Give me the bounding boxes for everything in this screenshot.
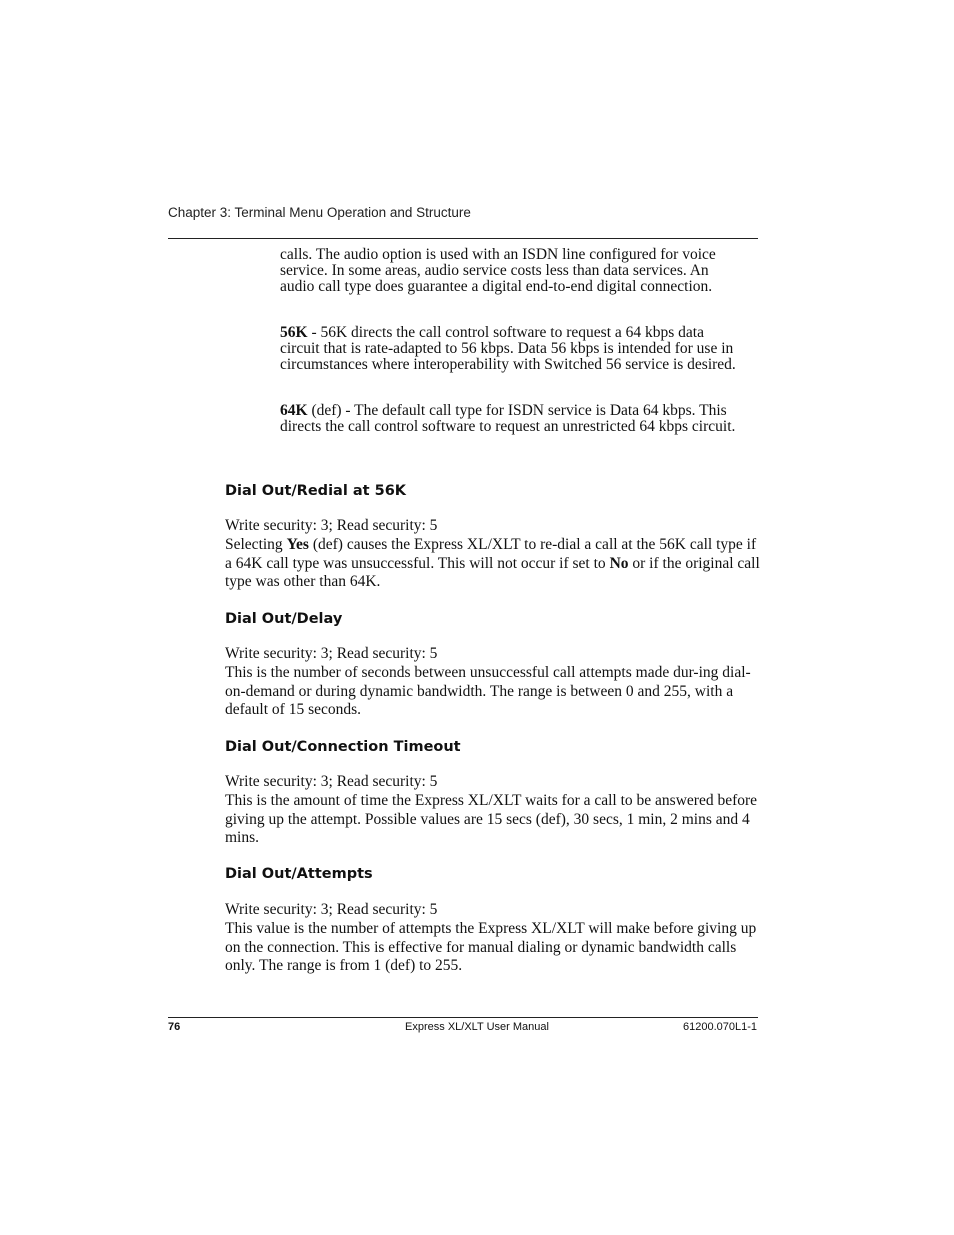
section-paragraph: This is the amount of time the Express XL/XLT waits for a call to be answered before giving up the attempt. Possible values are 15 secs (def), 30 secs, 1 min, 2 mins and 4 mins.	[225, 791, 758, 847]
term-56k: 56K	[280, 324, 308, 341]
security-line: Write security: 3; Read security: 5	[225, 517, 438, 534]
section-heading-delay: Dial Out/Delay	[225, 611, 343, 627]
section-body-connection-timeout	[225, 773, 760, 848]
option-no: No	[609, 554, 629, 572]
text-segment: or if the original call type was other than 64K.	[225, 554, 760, 591]
paragraph-56k-text	[280, 325, 740, 372]
security-line: Write security: 3; Read security: 5	[225, 645, 438, 662]
document-number: 61200.070L1-1	[682, 1021, 757, 1033]
security-line: Write security: 3; Read security: 5	[225, 773, 438, 790]
paragraph-64k-text	[280, 403, 740, 435]
section-body-attempts	[225, 901, 760, 976]
section-body-delay	[225, 645, 760, 720]
term-64k: 64K	[280, 402, 308, 419]
section-body-redial	[225, 517, 760, 592]
manual-title: Express XL/XLT User Manual	[405, 1021, 549, 1033]
footer-rule	[168, 1017, 758, 1018]
page-number: 76	[168, 1021, 181, 1033]
text-segment: (def) causes the Express XL/XLT to re-dial a call at the 56K call type if a 64K call type was unsuccessful. This will not occur if set to	[225, 535, 757, 572]
security-line: Write security: 3; Read security: 5	[225, 901, 438, 918]
option-yes: Yes	[286, 535, 309, 553]
section-heading-redial: Dial Out/Redial at 56K	[225, 483, 407, 499]
description-64k: (def) - The default call type for ISDN service is Data 64 kbps. This directs the call control software to request an unrestricted 64 kbps circuit.	[280, 402, 736, 435]
section-paragraph: This value is the number of attempts the Express XL/XLT will make before giving up on the connection. This is effective for manual dialing or dynamic bandwidth calls only. The range is from 1 (def) to 255.	[225, 919, 757, 975]
header-rule	[168, 238, 758, 239]
text-segment: Selecting	[225, 535, 287, 553]
section-paragraph: This is the number of seconds between unsuccessful call attempts made dur-ing dial-on-demand or during dynamic bandwidth. The range is between 0 and 255, with a default of 15 seconds.	[225, 663, 751, 719]
section-heading-connection-timeout: Dial Out/Connection Timeout	[225, 739, 461, 755]
intro-paragraph-64k	[280, 403, 740, 435]
description-56k: - 56K directs the call control software to request a 64 kbps data circuit that is rate-adapted to 56 kbps. Data 56 kbps is intended for use in circumstances where interoperability with Switched 56 service is desired.	[280, 324, 736, 373]
chapter-header: Chapter 3: Terminal Menu Operation and Structure	[168, 205, 471, 220]
section-heading-attempts: Dial Out/Attempts	[225, 866, 373, 882]
audio-paragraph-text: calls. The audio option is used with an ISDN line configured for voice service. In some areas, audio service costs less than data services. An audio call type does guarantee a digital end-to-end digital connection.	[280, 246, 716, 295]
intro-paragraph-audio	[280, 247, 740, 294]
section-paragraph	[225, 536, 760, 592]
intro-paragraph-56k	[280, 325, 740, 372]
